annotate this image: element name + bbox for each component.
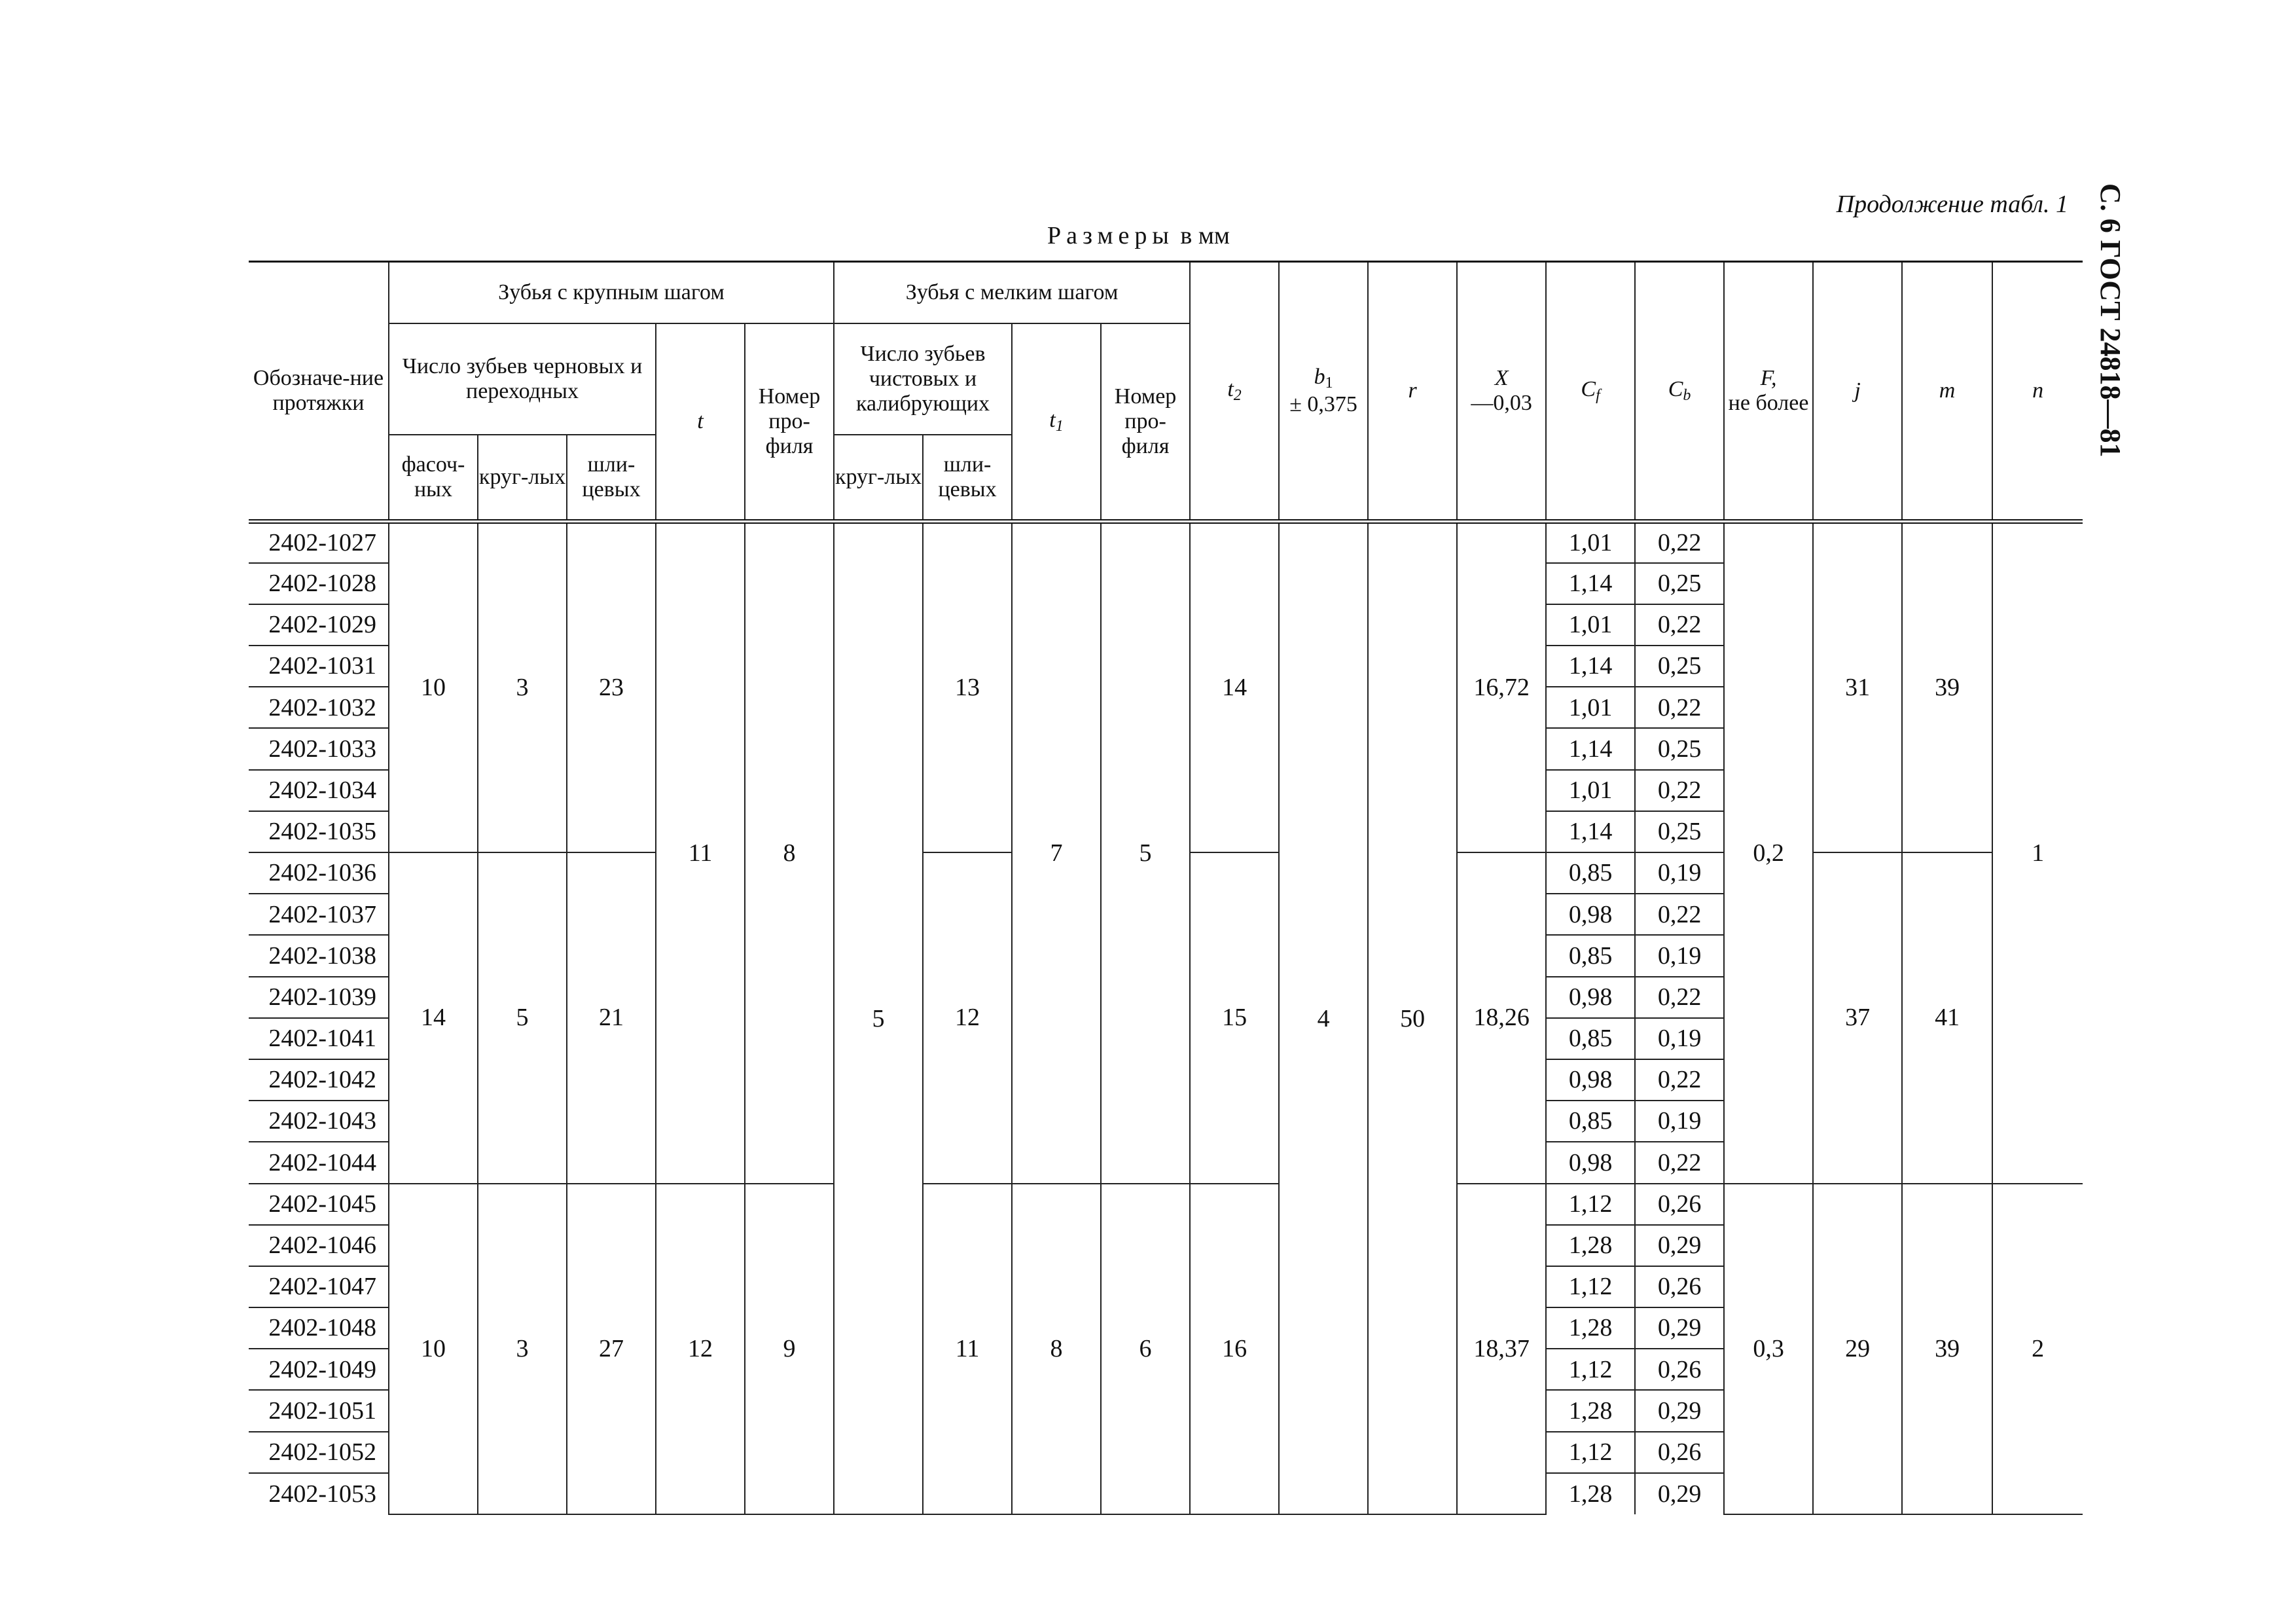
col-coarse-group: Зубья с крупным шагом — [389, 262, 834, 324]
cb-cell: 0,22 — [1635, 522, 1724, 563]
cb-cell: 0,19 — [1635, 852, 1724, 894]
designation-cell: 2402-1051 — [249, 1390, 389, 1431]
col-chamfer: фасоч-ных — [389, 435, 478, 522]
designation-cell: 2402-1052 — [249, 1432, 389, 1473]
designation-cell: 2402-1036 — [249, 852, 389, 894]
cb-cell: 0,22 — [1635, 770, 1724, 811]
col-profile-no: Номер про-филя — [745, 323, 834, 522]
cb-cell: 0,25 — [1635, 811, 1724, 852]
col-j: j — [1813, 262, 1902, 522]
cb-cell: 0,22 — [1635, 1142, 1724, 1183]
j-cell: 37 — [1813, 852, 1902, 1184]
designation-cell: 2402-1045 — [249, 1184, 389, 1225]
designation-cell: 2402-1053 — [249, 1473, 389, 1514]
finish-spline-cell: 12 — [923, 852, 1012, 1184]
t2-cell: 16 — [1190, 1184, 1279, 1515]
cb-cell: 0,22 — [1635, 687, 1724, 728]
j-cell: 29 — [1813, 1184, 1902, 1515]
col-round-2: круг-лых — [834, 435, 923, 522]
m-cell: 39 — [1902, 1184, 1992, 1515]
designation-cell: 2402-1043 — [249, 1101, 389, 1142]
designation-cell: 2402-1049 — [249, 1349, 389, 1390]
cf-cell: 1,14 — [1546, 563, 1635, 604]
spline-cell: 21 — [567, 852, 656, 1184]
col-spline-2: шли-цевых — [923, 435, 1012, 522]
units-caption — [1047, 221, 1230, 250]
side-header-text: С. 6 ГОСТ 24818—81 — [2094, 183, 2126, 458]
t2-cell: 15 — [1190, 852, 1279, 1184]
x-cell: 18,26 — [1457, 852, 1546, 1184]
round-cell: 3 — [478, 522, 567, 853]
designation-cell: 2402-1047 — [249, 1266, 389, 1307]
continuation-note: Продолжение табл. 1 — [1836, 191, 2068, 218]
cb-cell: 0,19 — [1635, 1018, 1724, 1059]
t1-cell: 8 — [1012, 1184, 1101, 1515]
cf-cell: 1,28 — [1546, 1225, 1635, 1266]
cb-cell: 0,29 — [1635, 1307, 1724, 1349]
cb-cell: 0,22 — [1635, 894, 1724, 935]
n-cell: 1 — [1992, 522, 2083, 1184]
designation-cell: 2402-1038 — [249, 935, 389, 976]
cb-cell: 0,22 — [1635, 604, 1724, 646]
col-b1: $b_1$ ± 0,375 — [1279, 262, 1368, 522]
cb-cell: 0,29 — [1635, 1473, 1724, 1514]
f-cell: 0,2 — [1724, 522, 1813, 1184]
units-suffix: в мм — [1180, 222, 1230, 249]
t2-cell: 14 — [1190, 522, 1279, 853]
spline-cell: 27 — [567, 1184, 656, 1515]
cf-cell: 0,98 — [1546, 977, 1635, 1018]
designation-cell: 2402-1033 — [249, 728, 389, 769]
units-label: Размеры — [1047, 222, 1174, 249]
cb-cell: 0,26 — [1635, 1266, 1724, 1307]
col-designation: Обозначе-ние протяжки — [249, 262, 389, 522]
col-fine-group: Зубья с мелким шагом — [834, 262, 1190, 324]
cf-cell: 1,01 — [1546, 604, 1635, 646]
designation-cell: 2402-1031 — [249, 646, 389, 687]
designation-cell: 2402-1042 — [249, 1059, 389, 1101]
cf-cell: 1,12 — [1546, 1184, 1635, 1225]
x-cell: 16,72 — [1457, 522, 1546, 853]
cf-cell: 0,98 — [1546, 1059, 1635, 1101]
finish-spline-cell: 11 — [923, 1184, 1012, 1515]
designation-cell: 2402-1028 — [249, 563, 389, 604]
designation-cell: 2402-1035 — [249, 811, 389, 852]
f-cell: 0,3 — [1724, 1184, 1813, 1515]
cf-cell: 0,85 — [1546, 1101, 1635, 1142]
chamfer-cell: 14 — [389, 852, 478, 1184]
r-cell: 50 — [1368, 522, 1457, 1515]
col-t1: $t_1$ — [1012, 323, 1101, 522]
cb-cell: 0,25 — [1635, 563, 1724, 604]
cb-cell: 0,25 — [1635, 646, 1724, 687]
finish-spline-cell: 13 — [923, 522, 1012, 853]
col-finish-count: Число зубьев чистовых и калибрующих — [834, 323, 1012, 435]
table-row — [249, 522, 2083, 563]
cb-cell: 0,26 — [1635, 1432, 1724, 1473]
chamfer-cell: 10 — [389, 522, 478, 853]
cf-cell: 1,12 — [1546, 1266, 1635, 1307]
cf-cell: 1,12 — [1546, 1349, 1635, 1390]
profile-cell: 9 — [745, 1184, 834, 1515]
designation-cell: 2402-1034 — [249, 770, 389, 811]
cf-cell: 0,98 — [1546, 1142, 1635, 1183]
x-cell: 18,37 — [1457, 1184, 1546, 1515]
j-cell: 31 — [1813, 522, 1902, 853]
col-t: t — [656, 323, 745, 522]
col-profile-no-2: Номер про-филя — [1101, 323, 1190, 522]
cb-cell: 0,22 — [1635, 1059, 1724, 1101]
cf-cell: 0,85 — [1546, 935, 1635, 976]
table-header — [249, 262, 2083, 522]
col-rough-count: Число зубьев черновых и переходных — [389, 323, 656, 435]
cf-cell: 1,01 — [1546, 522, 1635, 563]
cb-cell: 0,26 — [1635, 1184, 1724, 1225]
cb-cell: 0,19 — [1635, 1101, 1724, 1142]
table-body — [249, 522, 2083, 1515]
col-m: m — [1902, 262, 1992, 522]
cf-cell: 1,28 — [1546, 1473, 1635, 1514]
designation-cell: 2402-1032 — [249, 687, 389, 728]
m-cell: 39 — [1902, 522, 1992, 853]
cf-cell: 1,14 — [1546, 646, 1635, 687]
cb-cell: 0,29 — [1635, 1225, 1724, 1266]
cf-cell: 1,28 — [1546, 1390, 1635, 1431]
cf-cell: 1,14 — [1546, 811, 1635, 852]
b1-cell: 4 — [1279, 522, 1368, 1515]
cf-cell: 0,85 — [1546, 1018, 1635, 1059]
table-row — [249, 1184, 2083, 1225]
profile2-cell: 6 — [1101, 1184, 1190, 1515]
broach-dimensions-table — [249, 261, 2083, 1515]
spline-cell: 23 — [567, 522, 656, 853]
cf-cell: 1,14 — [1546, 728, 1635, 769]
n-cell: 2 — [1992, 1184, 2083, 1515]
cb-cell: 0,22 — [1635, 977, 1724, 1018]
cf-cell: 1,28 — [1546, 1307, 1635, 1349]
t-cell: 12 — [656, 1184, 745, 1515]
col-spline: шли-цевых — [567, 435, 656, 522]
col-n: n — [1992, 262, 2083, 522]
t1-cell: 7 — [1012, 522, 1101, 1184]
designation-cell: 2402-1046 — [249, 1225, 389, 1266]
m-cell: 41 — [1902, 852, 1992, 1184]
col-f: F, не более — [1724, 262, 1813, 522]
designation-cell: 2402-1041 — [249, 1018, 389, 1059]
col-round: круг-лых — [478, 435, 567, 522]
designation-cell: 2402-1048 — [249, 1307, 389, 1349]
cf-cell: 1,01 — [1546, 770, 1635, 811]
profile-cell: 8 — [745, 522, 834, 1184]
round-cell: 5 — [478, 852, 567, 1184]
profile2-cell: 5 — [1101, 522, 1190, 1184]
designation-cell: 2402-1029 — [249, 604, 389, 646]
col-r: r — [1368, 262, 1457, 522]
col-t2: $t_2$ — [1190, 262, 1279, 522]
t-cell: 11 — [656, 522, 745, 1184]
round-cell: 3 — [478, 1184, 567, 1515]
cb-cell: 0,25 — [1635, 728, 1724, 769]
cf-cell: 1,12 — [1546, 1432, 1635, 1473]
cb-cell: 0,19 — [1635, 935, 1724, 976]
cf-cell: 0,98 — [1546, 894, 1635, 935]
cb-cell: 0,29 — [1635, 1390, 1724, 1431]
cf-cell: 0,85 — [1546, 852, 1635, 894]
col-x: X —0,03 — [1457, 262, 1546, 522]
cb-cell: 0,26 — [1635, 1349, 1724, 1390]
designation-cell: 2402-1039 — [249, 977, 389, 1018]
finish-round-cell: 5 — [834, 522, 923, 1515]
cf-cell: 1,01 — [1546, 687, 1635, 728]
chamfer-cell: 10 — [389, 1184, 478, 1515]
designation-cell: 2402-1044 — [249, 1142, 389, 1183]
col-cb: $C_b$ — [1635, 262, 1724, 522]
col-cf: $C_f$ — [1546, 262, 1635, 522]
designation-cell: 2402-1037 — [249, 894, 389, 935]
designation-cell: 2402-1027 — [249, 522, 389, 563]
